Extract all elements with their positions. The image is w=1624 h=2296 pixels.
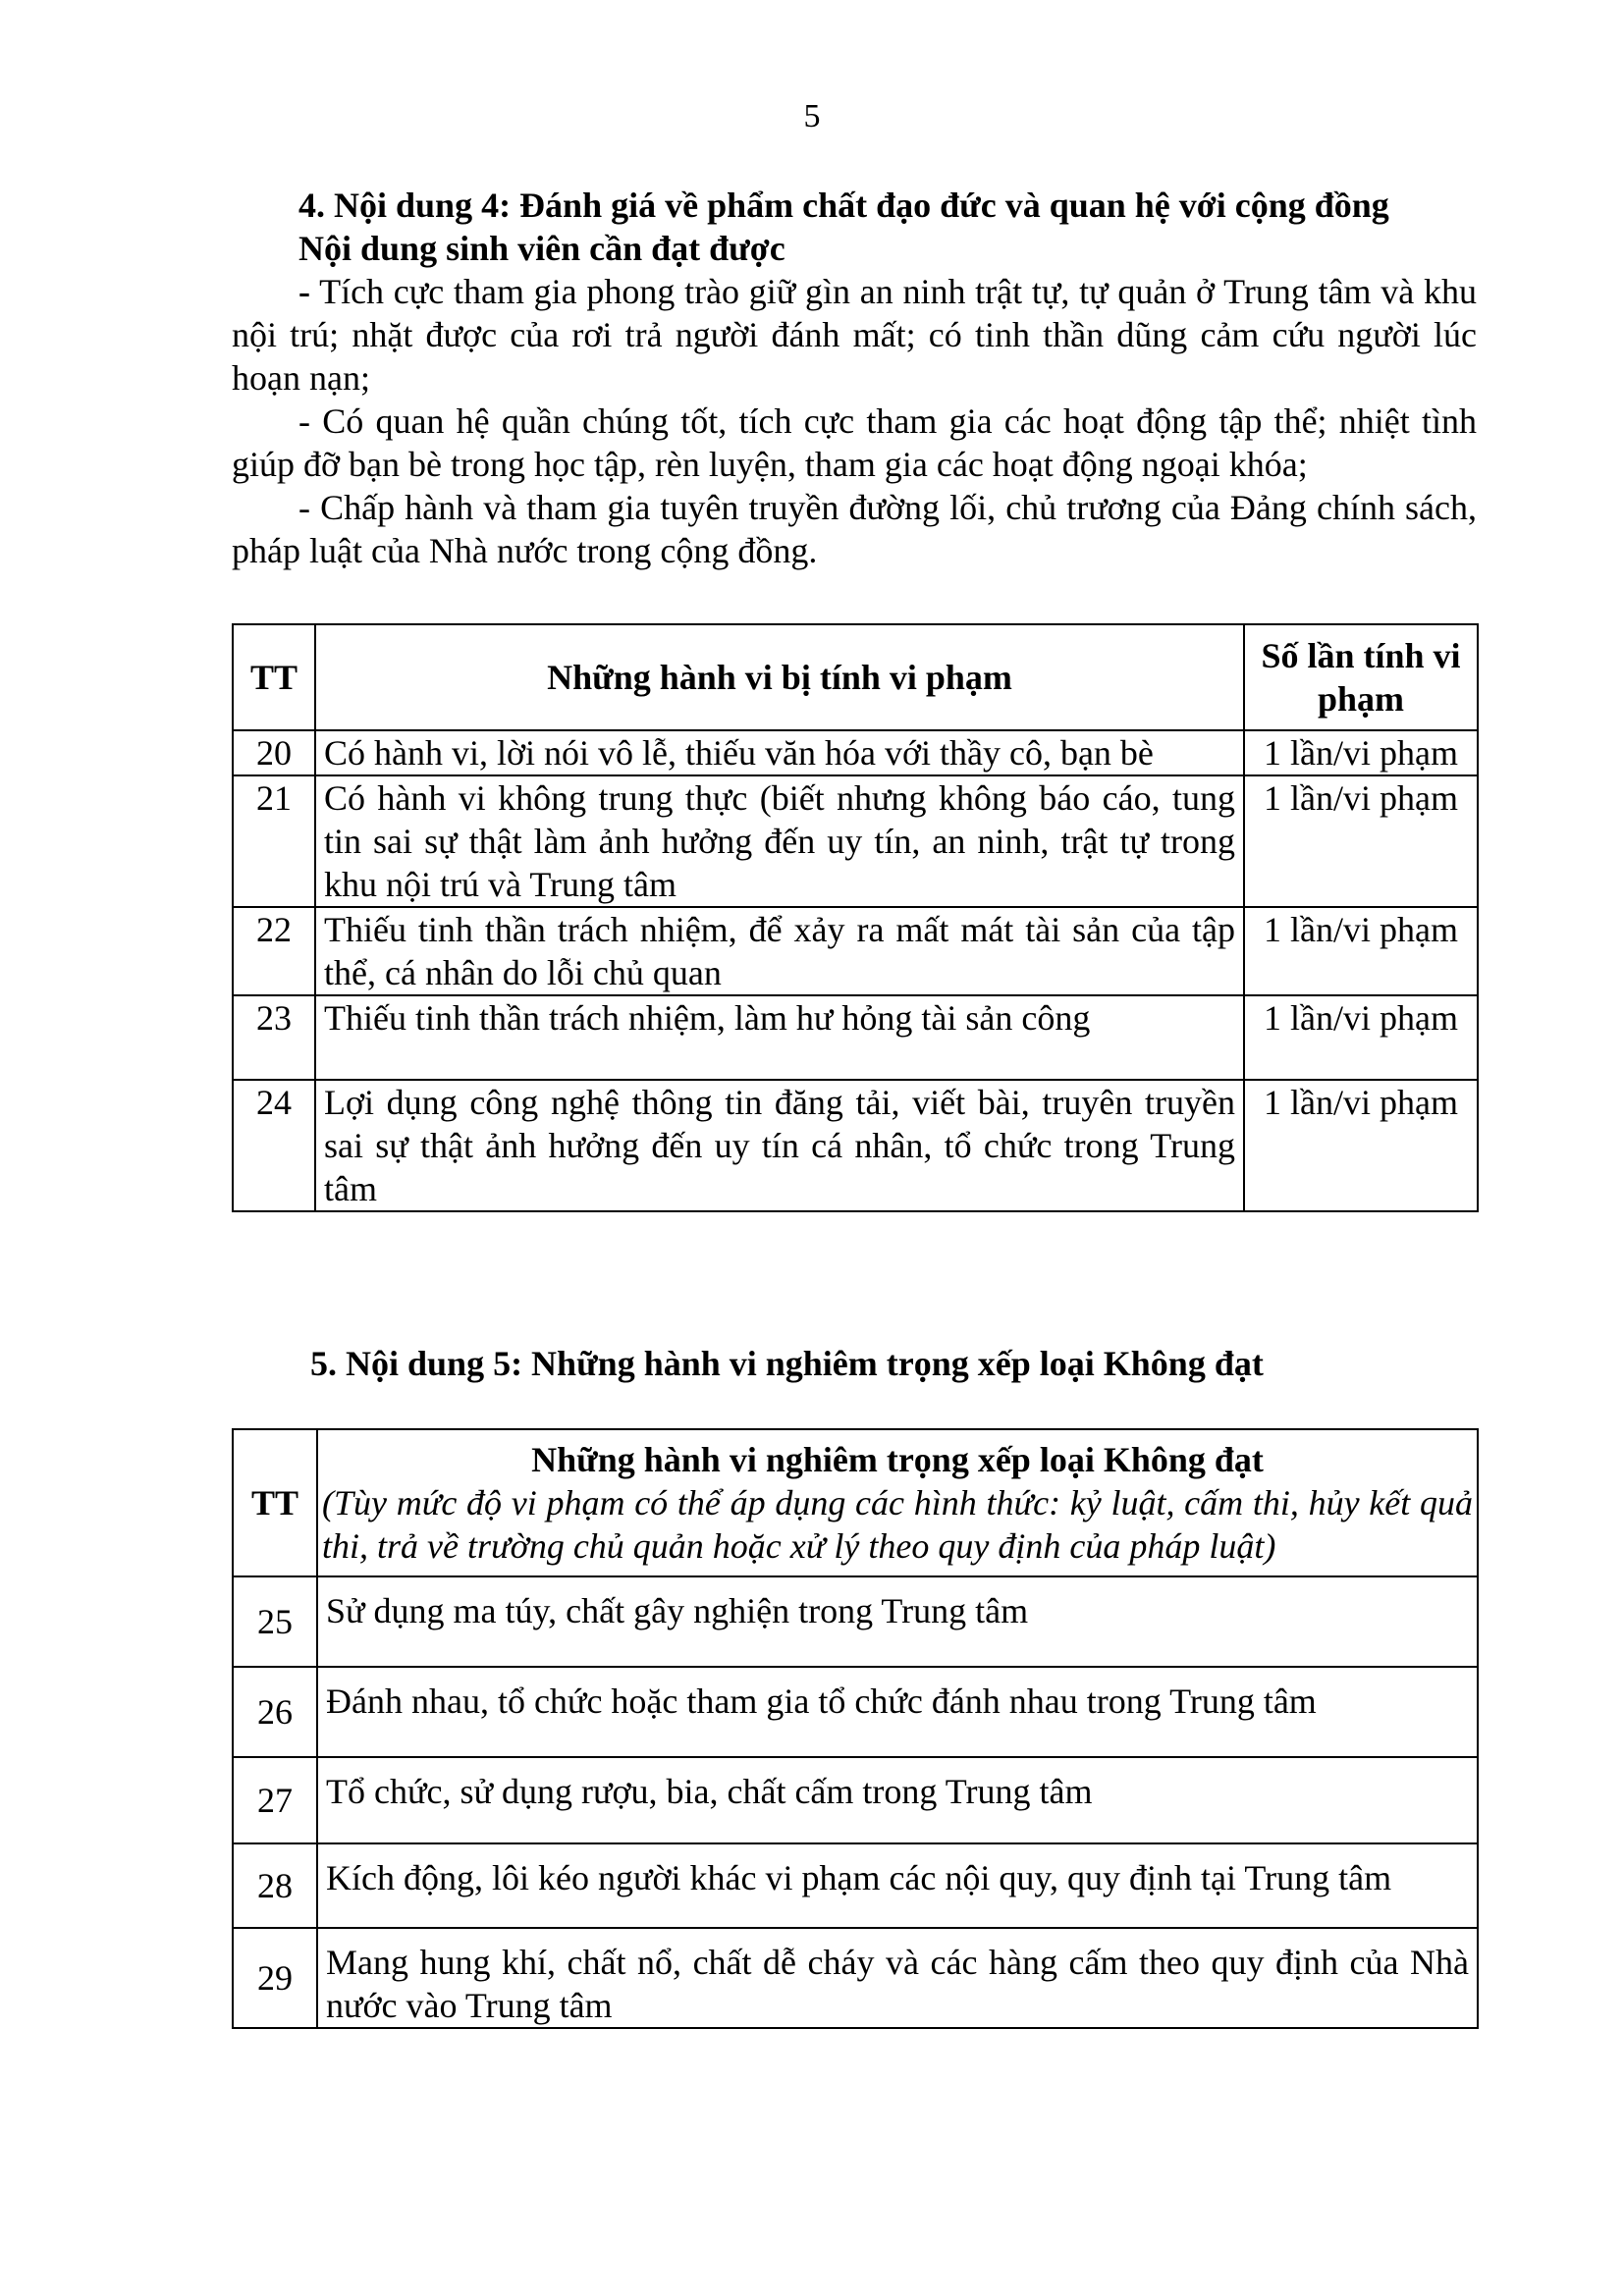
bullet-dash: - [298, 401, 310, 441]
header-tt: TT [233, 624, 315, 730]
table-row [233, 1667, 1478, 1757]
row-description: Thiếu tinh thần trách nhiệm, để xảy ra mất mát tài sản của tập thể, cá nhân do lỗi chủ quan [315, 907, 1244, 995]
row-count: 1 lần/vi phạm [1244, 907, 1478, 995]
row-description: Sử dụng ma túy, chất gây nghiện trong Trung tâm [317, 1576, 1478, 1667]
violations-table [232, 623, 1479, 1212]
row-description: Có hành vi không trung thực (biết nhưng không báo cáo, tung tin sai sự thật làm ảnh hưởng đến uy tín, an ninh, trật tự trong khu nội trú và Trung tâm [315, 775, 1244, 907]
criteria-text: Tích cực tham gia phong trào giữ gìn an ninh trật tự, tự quản ở Trung tâm và khu nội trú; nhặt được của rơi trả người đánh mất; có tinh thần dũng cảm cứu người lúc hoạn nạn; [232, 272, 1477, 398]
criteria-paragraph [232, 400, 1477, 486]
row-description: Thiếu tinh thần trách nhiệm, làm hư hỏng tài sản công [315, 995, 1244, 1080]
page-number: 5 [803, 98, 821, 134]
row-description: Đánh nhau, tổ chức hoặc tham gia tổ chức đánh nhau trong Trung tâm [317, 1667, 1478, 1757]
row-number: 23 [233, 995, 315, 1080]
serious-violations-table [232, 1428, 1479, 2029]
table-row [233, 730, 1478, 775]
row-description: Tổ chức, sử dụng rượu, bia, chất cấm trong Trung tâm [317, 1757, 1478, 1843]
header-serious-violations [317, 1429, 1478, 1576]
row-number: 29 [233, 1928, 317, 2028]
table-row [233, 1843, 1478, 1928]
table-row [233, 907, 1478, 995]
row-count: 1 lần/vi phạm [1244, 730, 1478, 775]
row-description: Kích động, lôi kéo người khác vi phạm các nội quy, quy định tại Trung tâm [317, 1843, 1478, 1928]
row-description: Mang hung khí, chất nổ, chất dễ cháy và các hàng cấm theo quy định của Nhà nước vào Trung tâm [317, 1928, 1478, 2028]
table-header-row [233, 624, 1478, 730]
row-number: 20 [233, 730, 315, 775]
bullet-dash: - [298, 272, 310, 311]
table-row [233, 1080, 1478, 1211]
header-count: Số lần tính vi phạm [1244, 624, 1478, 730]
criteria-paragraph [232, 270, 1477, 400]
section-5-heading: 5. Nội dung 5: Những hành vi nghiêm trọng xếp loại Không đạt [310, 1344, 1264, 1383]
row-number: 24 [233, 1080, 315, 1211]
row-number: 22 [233, 907, 315, 995]
row-description: Lợi dụng công nghệ thông tin đăng tải, viết bài, truyên truyền sai sự thật ảnh hưởng đến uy tín cá nhân, tổ chức trong Trung tâm [315, 1080, 1244, 1211]
criteria-paragraph [232, 486, 1477, 572]
section-4 [232, 184, 1477, 572]
table-header-row [233, 1429, 1478, 1576]
row-number: 25 [233, 1576, 317, 1667]
table-row [233, 1928, 1478, 2028]
row-count: 1 lần/vi phạm [1244, 1080, 1478, 1211]
table-row [233, 995, 1478, 1080]
row-description: Có hành vi, lời nói vô lễ, thiếu văn hóa với thầy cô, bạn bè [315, 730, 1244, 775]
section-4-subheading: Nội dung sinh viên cần đạt được [298, 229, 785, 268]
row-count: 1 lần/vi phạm [1244, 995, 1478, 1080]
header-tt: TT [233, 1429, 317, 1576]
table-row [233, 1757, 1478, 1843]
row-number: 27 [233, 1757, 317, 1843]
row-count: 1 lần/vi phạm [1244, 775, 1478, 907]
table-row [233, 1576, 1478, 1667]
bullet-dash: - [298, 488, 310, 527]
header-violations: Những hành vi bị tính vi phạm [315, 624, 1244, 730]
row-number: 28 [233, 1843, 317, 1928]
criteria-text: Có quan hệ quần chúng tốt, tích cực tham gia các hoạt động tập thể; nhiệt tình giúp đỡ bạn bè trong học tập, rèn luyện, tham gia các hoạt động ngoại khóa; [232, 401, 1477, 484]
table-row [233, 775, 1478, 907]
section-4-heading: 4. Nội dung 4: Đánh giá về phẩm chất đạo đức và quan hệ với cộng đồng [298, 186, 1389, 225]
row-number: 21 [233, 775, 315, 907]
header-note: (Tùy mức độ vi phạm có thể áp dụng các hình thức: kỷ luật, cấm thi, hủy kết quả thi, trả về trường chủ quản hoặc xử lý theo quy định của pháp luật) [322, 1483, 1473, 1566]
header-title: Những hành vi nghiêm trọng xếp loại Không đạt [531, 1440, 1264, 1479]
criteria-text: Chấp hành và tham gia tuyên truyền đường lối, chủ trương của Đảng chính sách, pháp luật của Nhà nước trong cộng đồng. [232, 488, 1477, 570]
row-number: 26 [233, 1667, 317, 1757]
